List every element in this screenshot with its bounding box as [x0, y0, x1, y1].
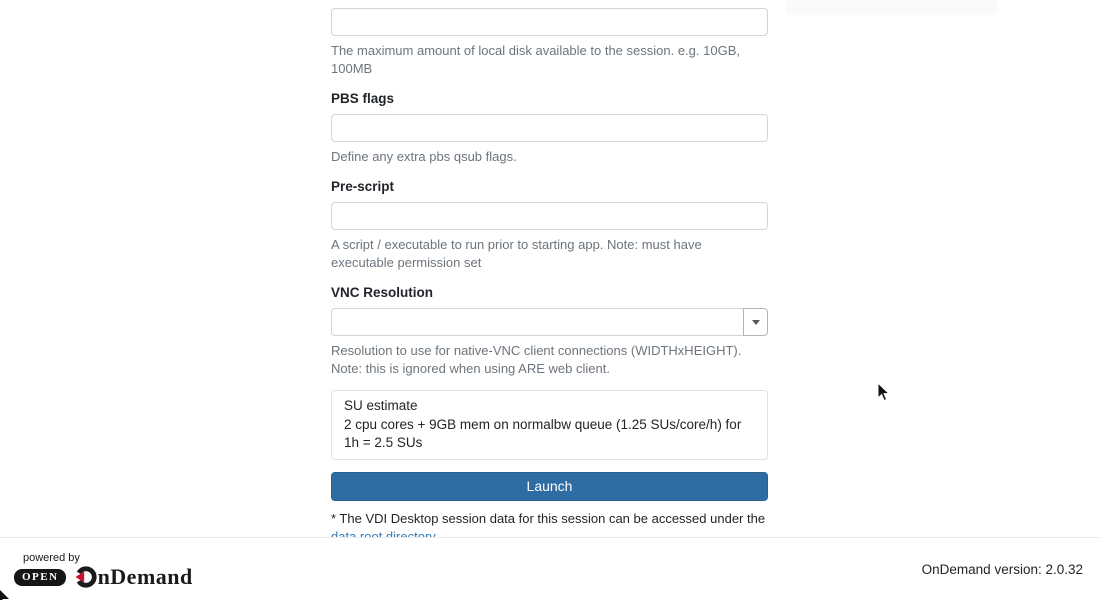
ondemand-wordmark-text: nDemand [97, 564, 193, 589]
version-text: OnDemand version: 2.0.32 [921, 562, 1083, 577]
chevron-down-icon [752, 320, 760, 325]
pbs-flags-input[interactable] [331, 114, 768, 142]
open-ondemand-logo [14, 566, 193, 588]
pre-script-input[interactable] [331, 202, 768, 230]
pre-script-help: A script / executable to run prior to starting app. Note: must have executable permission set [331, 237, 702, 270]
card-fragment [786, 0, 997, 15]
su-estimate-title: SU estimate [344, 398, 418, 413]
mouse-cursor [876, 382, 892, 404]
open-badge: OPEN [14, 569, 66, 586]
local-disk-input[interactable] [331, 8, 768, 36]
cursor-artifact [0, 590, 12, 600]
local-disk-help: The maximum amount of local disk available to the session. e.g. 10GB, 100MB [331, 43, 740, 76]
field-local-disk [331, 8, 768, 78]
ondemand-wordmark [75, 566, 193, 588]
su-estimate-detail: 2 cpu cores + 9GB mem on normalbw queue (1.25 SUs/core/h) for 1h = 2.5 SUs [344, 416, 742, 450]
vnc-resolution-combobox [331, 308, 768, 336]
pbs-flags-help: Define any extra pbs qsub flags. [331, 149, 517, 164]
launch-button[interactable]: Launch [331, 472, 768, 501]
pbs-flags-label: PBS flags [331, 91, 395, 106]
ondemand-o-icon [75, 566, 97, 588]
su-estimate-panel [331, 390, 768, 460]
powered-by-label: powered by [23, 552, 80, 564]
field-pbs-flags [331, 90, 768, 166]
session-data-note-prefix: * The VDI Desktop session data for this session can be accessed under the [331, 510, 766, 526]
vnc-resolution-label: VNC Resolution [331, 285, 434, 300]
vnc-resolution-dropdown-button[interactable] [743, 308, 768, 336]
field-pre-script [331, 178, 768, 272]
vnc-resolution-input[interactable] [331, 308, 744, 336]
vnc-resolution-help: Resolution to use for native-VNC client connections (WIDTHxHEIGHT). Note: this is ignored when using ARE web client. [331, 343, 742, 376]
footer [0, 537, 1100, 600]
pre-script-label: Pre-script [331, 179, 395, 194]
field-vnc-resolution [331, 284, 768, 378]
launch-form [331, 8, 768, 547]
